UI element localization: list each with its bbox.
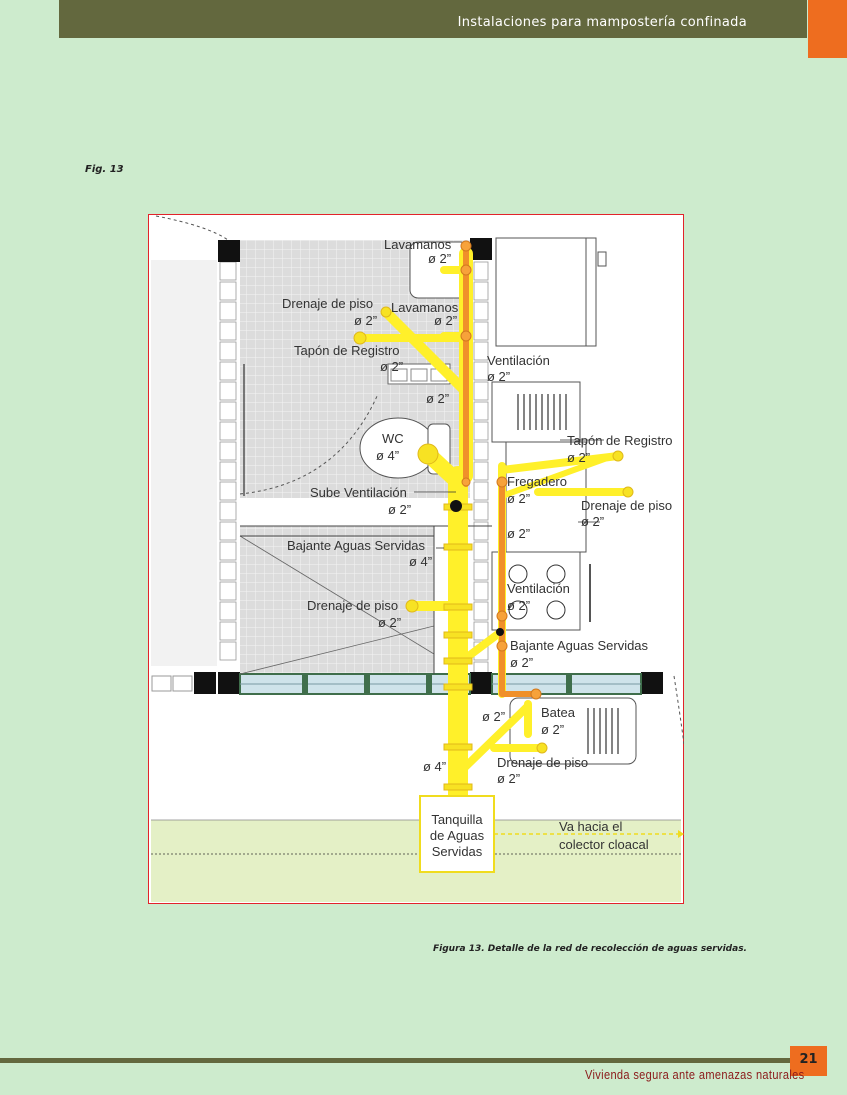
bajante-2-label: Bajante Aguas Servidas	[510, 638, 649, 653]
wc-label: WC	[382, 431, 404, 446]
footer-line	[0, 1058, 790, 1063]
header-band	[59, 0, 807, 38]
tapon-registro-1-diameter: ø 2”	[380, 359, 404, 374]
page-number: 21	[799, 1052, 818, 1067]
figure-tag: Fig. 13	[85, 164, 124, 175]
drenaje-piso-1-diameter: ø 2”	[354, 313, 378, 328]
batea-label: Batea	[541, 705, 575, 720]
tanquilla-label-3: Servidas	[431, 844, 483, 859]
plumbing-plan	[148, 214, 684, 904]
bajante-1-diameter: ø 4”	[409, 554, 433, 569]
drenaje-piso-3-diameter: ø 2”	[378, 615, 402, 630]
drenaje-piso-4-label: Drenaje de piso	[497, 755, 589, 770]
refrigerator	[496, 238, 586, 346]
diameter-b: ø 2”	[507, 526, 531, 541]
colector-label-1: Va hacia el	[559, 819, 623, 834]
wc-diameter: ø 4”	[376, 448, 400, 463]
bajante-1-label: Bajante Aguas Servidas	[287, 538, 426, 553]
drenaje-piso-4-diameter: ø 2”	[497, 771, 521, 786]
sube-ventilacion-label: Sube Ventilación	[310, 485, 407, 500]
window-strip	[240, 674, 641, 694]
diameter-a: ø 2”	[426, 391, 450, 406]
header-title: Instalaciones para mampostería confinada	[457, 15, 747, 30]
fregadero-diameter: ø 2”	[507, 491, 531, 506]
ventilacion-1-diameter: ø 2”	[487, 369, 511, 384]
diameter-d: ø 4”	[423, 759, 447, 774]
batea-diameter: ø 2”	[541, 722, 565, 737]
ventilacion-1-label: Ventilación	[487, 353, 550, 368]
lavamanos-2-diameter: ø 2”	[434, 313, 458, 328]
tanquilla-label-1: Tanquilla	[431, 812, 483, 827]
drenaje-piso-1-label: Drenaje de piso	[282, 296, 374, 311]
lavamanos-2-label: Lavamanos	[391, 300, 459, 315]
lavamanos-1-label: Lavamanos	[384, 237, 452, 252]
diameter-c: ø 2”	[482, 709, 506, 724]
figure-caption: Figura 13. Detalle de la red de recolección de aguas servidas.	[433, 944, 747, 954]
drenaje-piso-2-label: Drenaje de piso	[581, 498, 673, 513]
bajante-2-diameter: ø 2”	[510, 655, 534, 670]
drenaje-piso-2-diameter: ø 2”	[581, 514, 605, 529]
ventilacion-2-diameter: ø 2”	[507, 598, 531, 613]
sube-ventilacion-diameter: ø 2”	[388, 502, 412, 517]
tapon-registro-1-label: Tapón de Registro	[294, 343, 400, 358]
orange-tab	[808, 0, 847, 58]
middle-wall	[474, 262, 488, 678]
drenaje-piso-3-label: Drenaje de piso	[307, 598, 399, 613]
lavamanos-1-diameter: ø 2”	[428, 251, 452, 266]
tanquilla-label-2: de Aguas	[429, 828, 485, 843]
tapon-registro-2-label: Tapón de Registro	[567, 433, 673, 448]
tapon-registro-2-diameter: ø 2”	[567, 450, 591, 465]
fregadero-label: Fregadero	[507, 474, 567, 489]
colector-label-2: colector cloacal	[559, 837, 649, 852]
ventilacion-2-label: Ventilación	[507, 581, 570, 596]
book-title: Vivienda segura ante amenazas naturales	[585, 1067, 805, 1082]
